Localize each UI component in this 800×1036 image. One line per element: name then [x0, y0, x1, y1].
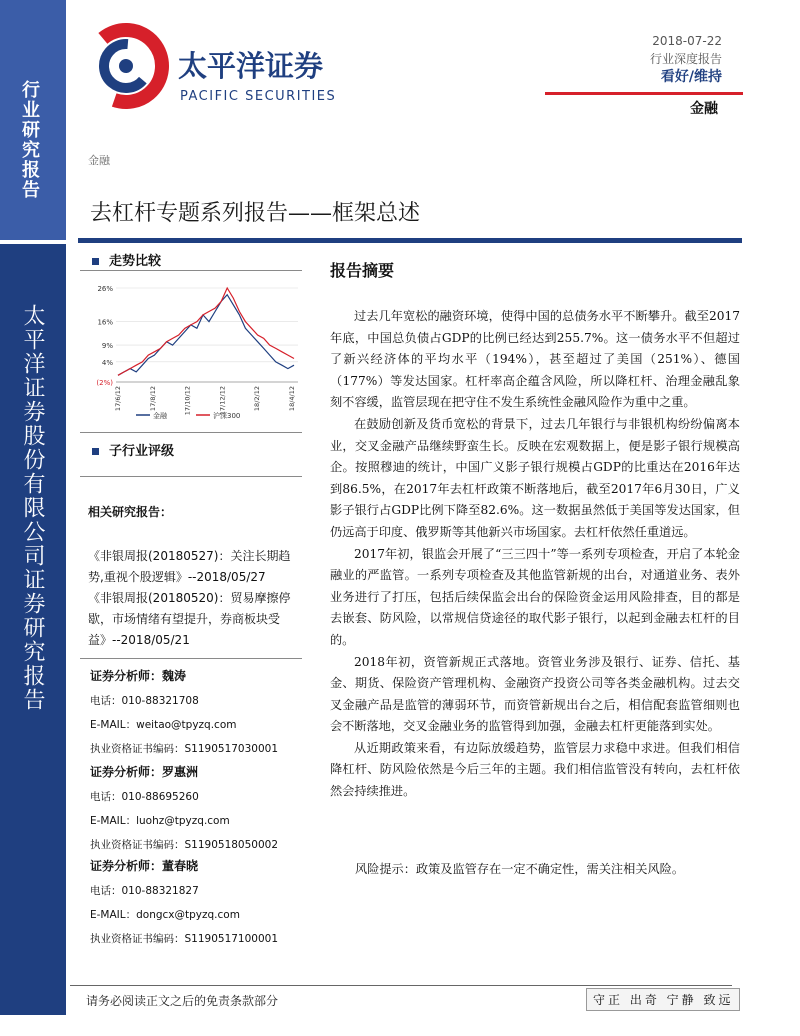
analyst-label: 证券分析师：: [90, 765, 163, 779]
related-research-list: [88, 546, 298, 651]
chart-xtick-label: 17/12/12: [218, 386, 227, 416]
related-report-1[interactable]: 《非银周报(20180527)：关注长期趋势,重视个股逻辑》--2018/05/27: [88, 549, 291, 584]
chart-xtick-label: 17/8/12: [148, 386, 157, 412]
logo-en-text: PACIFIC SECURITIES: [180, 89, 337, 104]
summary-paragraph: 从近期政策来看，有边际放缓趋势，监管层力求稳中求进。但我们相信降杠杆、防风险依然是今后三年的主题。我们相信监管没有转向，去杠杆依然会持续推进。: [330, 740, 740, 799]
company-logo: [82, 14, 342, 112]
category-label: 金融: [88, 154, 110, 167]
analyst-phone: 电话：010-88321827: [90, 885, 199, 897]
title-rule: [78, 238, 742, 243]
logo-mark-icon: [82, 14, 342, 112]
chart-ytick-label: 9%: [101, 342, 113, 351]
sidebar-company-name: 太平洋证券股份有限公司证券研究报告: [20, 304, 45, 712]
summary-title: 报告摘要: [330, 261, 395, 280]
sidebar-bottom-band: [0, 244, 66, 1015]
sidebar-top-band: [0, 0, 66, 240]
analyst-cert: 执业资格证书编码：S1190518050002: [90, 839, 279, 851]
chart-ytick-label: 4%: [101, 358, 113, 367]
header-red-rule: [545, 92, 743, 95]
analyst-block-3: [90, 854, 278, 951]
analyst-label: 证券分析师：: [90, 669, 163, 683]
divider: [80, 658, 302, 659]
divider: [80, 432, 302, 433]
rating: 看好/维持: [660, 69, 722, 85]
company-motto: 守正 出奇 宁静 致远: [586, 988, 740, 1011]
bullet-square-icon: [92, 448, 99, 455]
chart-xtick-label: 17/6/12: [114, 386, 122, 412]
analyst-cert: 执业资格证书编码：S1190517030001: [90, 743, 279, 755]
analyst-name: 罗惠洲: [162, 765, 199, 779]
industry-label: 金融: [690, 101, 718, 117]
report-type: 行业深度报告: [649, 52, 722, 66]
analyst-cert: 执业资格证书编码：S1190517100001: [90, 933, 279, 945]
chart-legend-label: 金融: [153, 412, 167, 420]
chart-xtick-label: 17/10/12: [183, 386, 192, 416]
trend-chart: [86, 282, 302, 422]
analyst-email[interactable]: E-MAIL：dongcx@tpyzq.com: [90, 909, 240, 921]
analyst-phone: 电话：010-88321708: [90, 695, 199, 707]
divider: [80, 476, 302, 477]
divider: [80, 270, 302, 271]
trend-section-heading: 走势比较: [92, 250, 161, 269]
report-date: 2018-07-22: [652, 34, 722, 48]
sidebar-report-category: 行业研究报告: [19, 80, 40, 200]
chart-series-line: [118, 295, 294, 376]
risk-warning: 风险提示：政策及监管存在一定不确定性，需关注相关风险。: [355, 862, 685, 876]
analyst-email[interactable]: E-MAIL：luohz@tpyzq.com: [90, 815, 230, 827]
summary-paragraph: 2018年初，资管新规正式落地。资管业务涉及银行、证券、信托、基金、期货、保险资产管理机构、金融资产投资公司等各类金融机构。过去交叉金融产品是监管的薄弱环节，而资管新规出台之后，相信配套监管细则也会不断落地，交叉金融业务的监管得到加强，金融去杠杆更能落到实处。: [330, 654, 740, 734]
summary-body: [330, 306, 740, 803]
related-research-heading: 相关研究报告：: [88, 505, 173, 519]
analyst-block-2: [90, 760, 278, 857]
chart-xtick-label: 18/2/12: [253, 386, 262, 412]
footer-rule: [70, 985, 732, 986]
related-report-2[interactable]: 《非银周报(20180520)：贸易摩擦停歇，市场情绪有望提升，券商板块受益》--2018/05/21: [88, 591, 291, 647]
report-meta: [650, 32, 722, 86]
analyst-phone: 电话：010-88695260: [90, 791, 199, 803]
bullet-square-icon: [92, 258, 99, 265]
sidebar: [0, 0, 66, 1015]
chart-legend-label: 沪深300: [213, 412, 241, 420]
chart-ytick-label: (2%): [96, 379, 113, 387]
chart-ytick-label: 16%: [97, 318, 113, 327]
chart-ytick-label: 26%: [97, 285, 113, 293]
report-title: 去杠杆专题系列报告——框架总述: [90, 201, 421, 226]
logo-cn-text: 太平洋证券: [178, 49, 324, 83]
chart-xtick-label: 18/4/12: [288, 386, 296, 412]
summary-paragraph: 过去几年宽松的融资环境，使得中国的总债务水平不断攀升。截至2017年底，中国总负债占GDP的比例已经达到255.7%。这一债务水平不但超过了新兴经济体的平均水平（194%），甚至超过了美国（251%）、德国（177%）等发达国家。杠杆率高企蕴含风险，所以降杠杆、治理金融乱象刻不容缓，监管层现在把守住不发生系统性金融风险作为重中之重。: [330, 309, 740, 410]
analyst-block-1: [90, 664, 278, 761]
analyst-label: 证券分析师：: [90, 859, 163, 873]
summary-paragraph: 2017年初，银监会开展了“三三四十”等一系列专项检查，开启了本轮金融业的严监管。一系列专项检查及其他监管新规的出台，对通道业务、表外业务进行了打压，包括后续保监会出台的保险资金运用风险排查，目的都是去嵌套、防风险，以常规信贷途径的取代影子银行，以起到金融去杠杆的目的。: [330, 546, 740, 647]
analyst-email[interactable]: E-MAIL：weitao@tpyzq.com: [90, 719, 237, 731]
analyst-name: 魏涛: [162, 669, 187, 683]
sub-industry-heading: 子行业评级: [92, 440, 174, 459]
analyst-name: 董春晓: [162, 859, 199, 873]
disclaimer-note: 请务必阅读正文之后的免责条款部分: [86, 994, 279, 1008]
summary-paragraph: 在鼓励创新及货币宽松的背景下，过去几年银行与非银机构纷纷偏离本业，交叉金融产品继续野蛮生长。反映在宏观数据上，便是影子银行规模高企。按照穆迪的统计，中国广义影子银行规模占GDP的比重达在2016年达到86.5%，在2017年去杠杆政策不断落地后，截至2017年6月30日，广义影子银行占GDP比例下降至82.6%。这一数据虽然低于美国等发达国家，但仍远高于印度、俄罗斯等其他新兴市场国家。去杠杆依然任重道远。: [330, 416, 740, 539]
